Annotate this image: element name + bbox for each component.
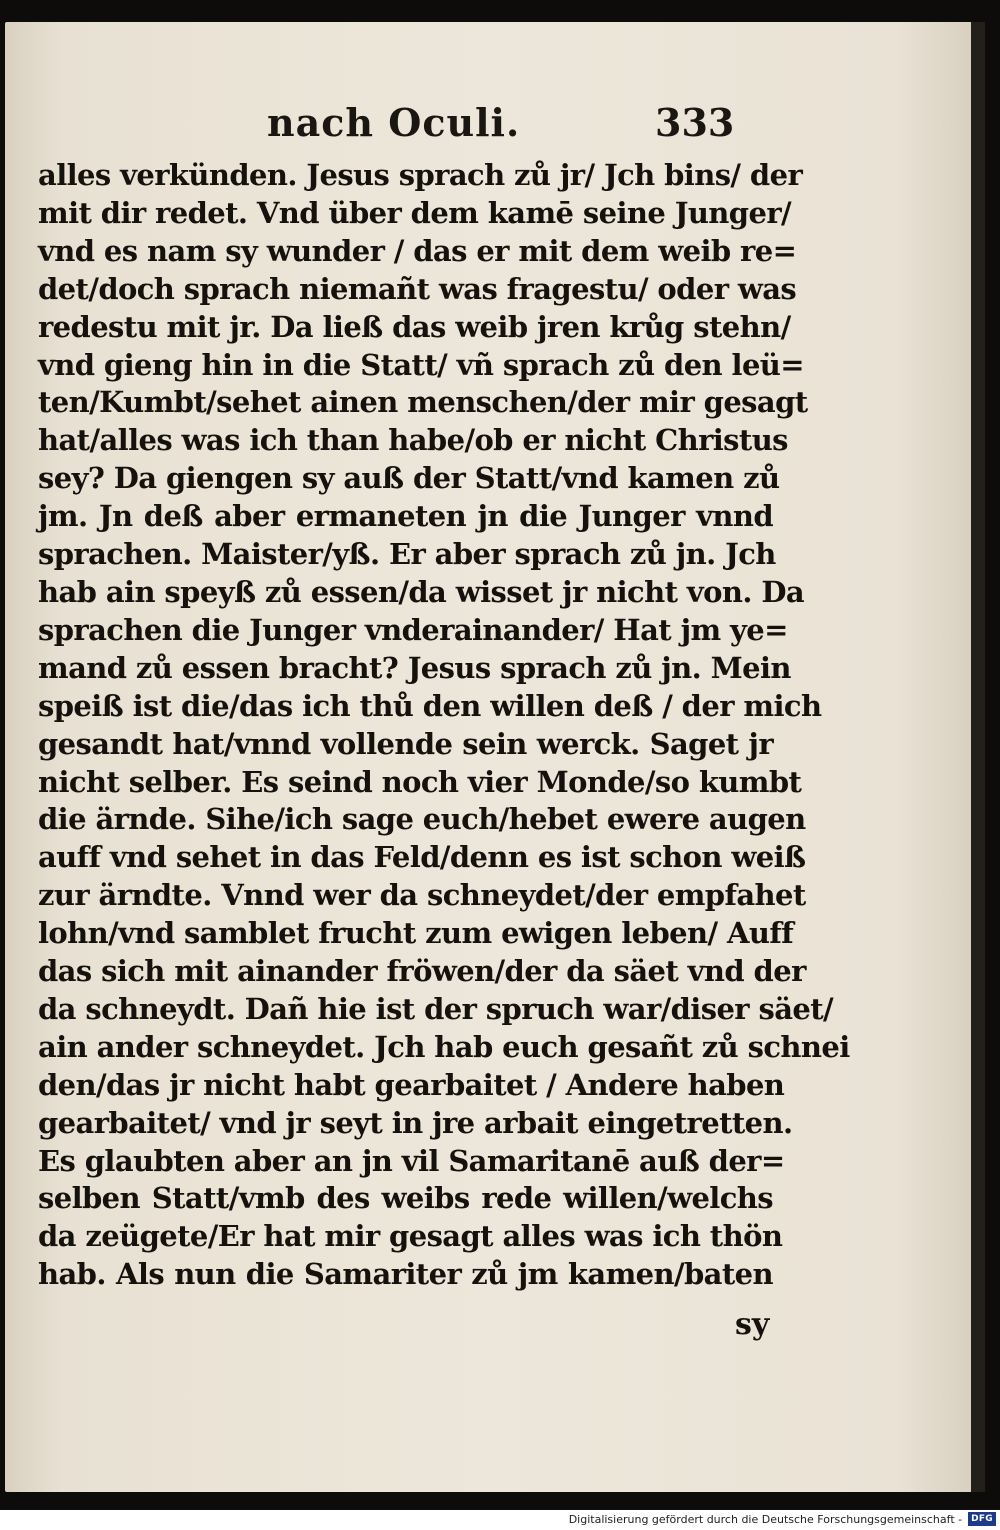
- text-line: alles verkünden. Jesus sprach zů jr/ Jch bins/ der: [38, 158, 803, 192]
- text-line: ten/Kumbt/sehet ainen menschen/der mir gesagt: [38, 385, 808, 420]
- text-line: vnd es nam sy wunder / das er mit dem weib re=: [38, 233, 797, 268]
- text-line: vnd gieng hin in die Statt/ vñ sprach zů den leü=: [38, 347, 804, 382]
- text-line: hat/alles was ich than habe/ob er nicht Christus: [38, 423, 788, 458]
- text-line: den/das jr nicht habt gearbaitet / Andere haben: [38, 1067, 785, 1102]
- text-line: auff vnd sehet in das Feld/denn es ist schon weiß: [38, 840, 806, 875]
- text-line: das sich mit ainander fröwen/der da säet vnd der: [38, 954, 806, 989]
- text-line: mit dir redet. Vnd über dem kamē seine Junger/: [38, 195, 791, 230]
- page-number: 333: [655, 100, 735, 145]
- catchword: sy: [735, 1307, 770, 1342]
- text-line: da schneydt. Dañ hie ist der spruch war/diser säet/: [38, 991, 834, 1026]
- text-line: lohn/vnd samblet frucht zum ewigen leben/ Auff: [38, 916, 794, 951]
- text-line: jm. Jn deß aber ermaneten jn die Junger vnnd: [38, 499, 773, 534]
- text-line: ain ander schneydet. Jch hab euch gesañt zů schnei: [38, 1029, 850, 1064]
- text-line: gearbaitet/ vnd jr seyt in jre arbait eingetretten.: [38, 1105, 793, 1140]
- text-line: sey? Da giengen sy auß der Statt/vnd kamen zů: [38, 461, 780, 496]
- text-line: det/doch sprach niemañt was fragestu/ oder was: [38, 271, 797, 306]
- text-line: die ärnde. Sihe/ich sage euch/hebet ewere augen: [38, 802, 806, 837]
- text-line: Es glaubten aber an jn vil Samaritanē auß der=: [38, 1143, 785, 1178]
- book-page: [5, 22, 975, 1492]
- text-line: hab. Als nun die Samariter zů jm kamen/baten: [38, 1257, 773, 1292]
- running-title: nach Oculi.: [267, 100, 521, 145]
- text-line: da zeügete/Er hat mir gesagt alles was ich thön: [38, 1219, 783, 1254]
- text-line: hab ain speyß zů essen/da wisset jr nicht von. Da: [38, 574, 805, 609]
- text-line: sprachen die Junger vnderainander/ Hat jm ye=: [38, 612, 788, 647]
- footer-credit: Digitalisierung gefördert durch die Deutsche Forschungsgemeinschaft -: [568, 1512, 963, 1526]
- text-line: selben Statt/vmb des weibs rede willen/welchs: [38, 1181, 773, 1216]
- dfg-logo-icon: DFG: [968, 1512, 996, 1526]
- text-line: gesandt hat/vnnd vollende sein werck. Saget jr: [38, 726, 773, 761]
- digitization-footer: [569, 1512, 996, 1526]
- text-line: sprachen. Maister/yß. Er aber sprach zů jn. Jch: [38, 537, 776, 572]
- text-line: speiß ist die/das ich thů den willen deß / der mich: [38, 688, 822, 723]
- text-line: mand zů essen bracht? Jesus sprach zů jn. Mein: [38, 650, 791, 685]
- text-line: nicht selber. Es seind noch vier Monde/so kumbt: [38, 764, 802, 799]
- text-line: redestu mit jr. Da ließ das weib jren krůg stehn/: [38, 309, 791, 344]
- page-edge-shadow: [971, 22, 985, 1492]
- text-line: zur ärndte. Vnnd wer da schneydet/der empfahet: [38, 878, 806, 913]
- body-text: [38, 157, 850, 1294]
